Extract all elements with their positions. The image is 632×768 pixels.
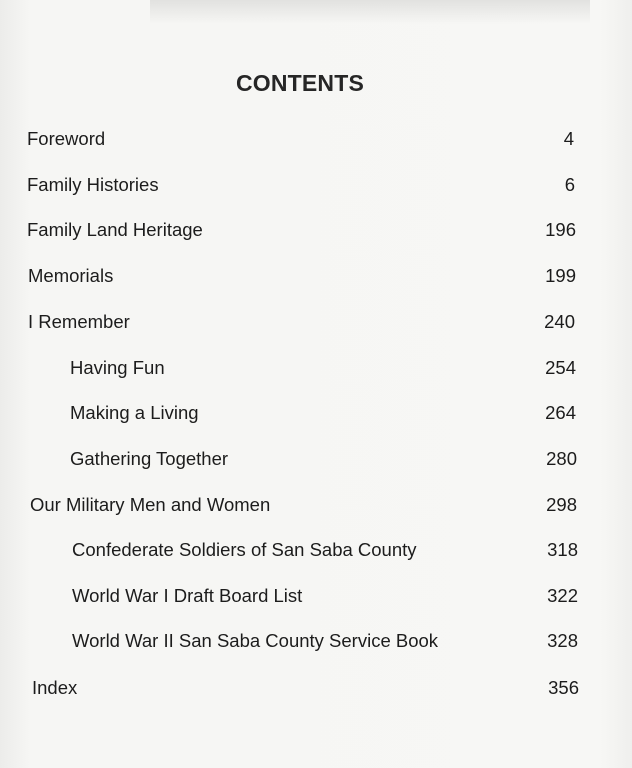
toc-entry-label: Foreword [27, 128, 106, 149]
toc-entry-military [0, 490, 632, 520]
toc-entry-label: World War I Draft Board List [72, 585, 303, 606]
show-through-shadow [150, 0, 590, 24]
toc-entry-memorials [0, 261, 632, 291]
toc-entry-label: Our Military Men and Women [30, 494, 271, 515]
toc-entry-page: 6 [564, 174, 575, 195]
toc-entry-page: 4 [563, 128, 574, 149]
page-title: CONTENTS [235, 70, 365, 96]
toc-entry-making-a-living [0, 398, 632, 428]
toc-entry-family-land-heritage [0, 215, 632, 245]
toc-entry-label: Memorials [28, 265, 114, 286]
toc-entry-page: 280 [546, 448, 577, 469]
toc-entry-page: 196 [545, 219, 576, 240]
toc-entry-page: 318 [547, 539, 578, 560]
toc-entry-page: 254 [545, 357, 576, 378]
toc-entry-label: Making a Living [70, 402, 199, 423]
toc-entry-page: 199 [545, 265, 576, 286]
toc-entry-label: Confederate Soldiers of San Saba County [72, 539, 417, 560]
toc-entry-confederate-soldiers [0, 535, 632, 565]
toc-entry-gathering-together [0, 444, 632, 474]
toc-entry-ww1-draft-board [0, 581, 632, 611]
toc-entry-label: Having Fun [70, 357, 165, 378]
toc-entry-page: 240 [544, 311, 575, 332]
toc-entry-ww2-service-book [0, 626, 632, 656]
toc-entry-foreword [0, 124, 632, 154]
toc-entry-label: Gathering Together [70, 448, 229, 469]
toc-entry-page: 356 [548, 677, 579, 698]
toc-entry-label: I Remember [28, 311, 130, 332]
toc-entry-index [0, 673, 632, 703]
toc-entry-page: 264 [545, 402, 576, 423]
toc-entry-label: Family Land Heritage [27, 219, 203, 240]
toc-entry-page: 328 [547, 630, 578, 651]
toc-entry-page: 298 [546, 494, 577, 515]
toc-entry-label: Index [32, 677, 78, 698]
toc-entry-having-fun [0, 353, 632, 383]
toc-entry-page: 322 [547, 585, 578, 606]
toc-entry-i-remember [0, 307, 632, 337]
toc-entry-label: World War II San Saba County Service Book [72, 630, 439, 651]
toc-entry-label: Family Histories [27, 174, 159, 195]
toc-entry-family-histories [0, 170, 632, 200]
